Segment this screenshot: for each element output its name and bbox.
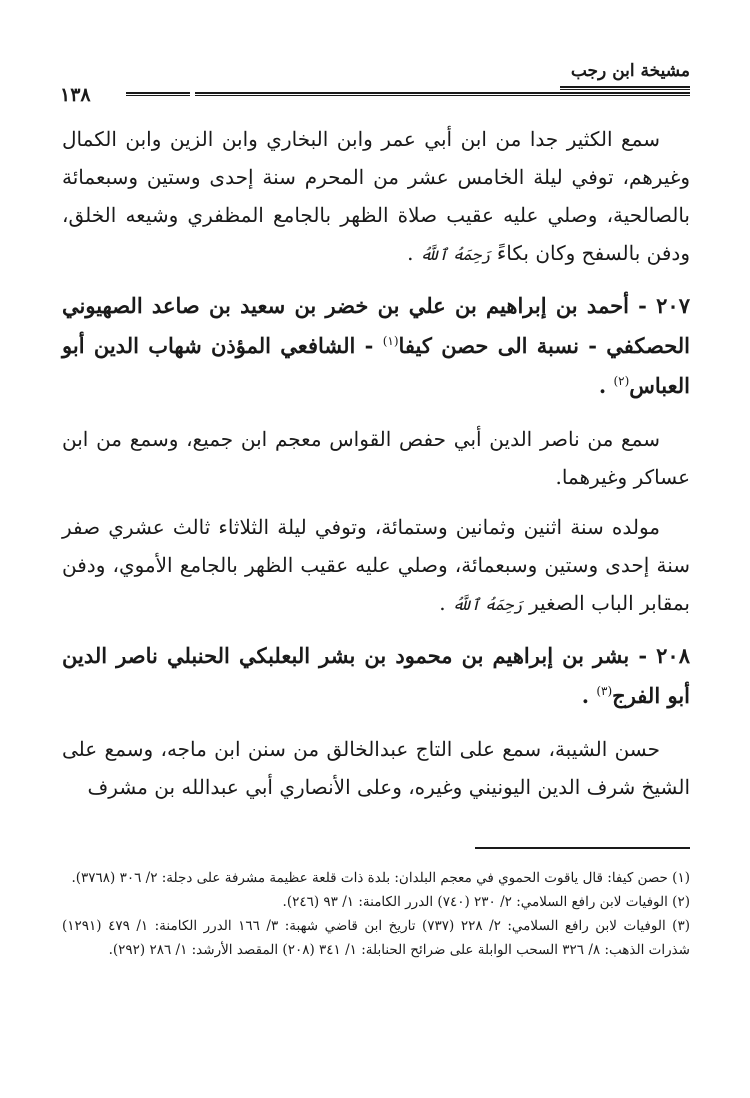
entry-208-text: ٢٠٨ - بشر بن إبراهيم بن محمود بن بشر البعلبكي الحنبلي ناصر الدين أبو الفرج bbox=[62, 643, 690, 708]
page-header bbox=[60, 58, 690, 110]
honorific-mark: رَحِمَهُ ٱللَّهُ bbox=[419, 245, 491, 264]
honorific-mark: رَحِمَهُ ٱللَّهُ bbox=[451, 595, 523, 614]
footnote-ref-3[interactable]: (٣) bbox=[596, 684, 613, 698]
entry-207-text-a: ٢٠٧ - أحمد بن إبراهيم بن علي بن خضر بن سعيد بن صاعد الصهيوني الحصكفي - نسبة الى حصن كيفا bbox=[62, 293, 690, 358]
entry-207-text-b: - الشافعي المؤذن شهاب الدين أبو العباس bbox=[62, 333, 690, 398]
header-rule-long-thin bbox=[195, 95, 690, 96]
paragraph-3: مولده سنة اثنين وثمانين وستمائة، وتوفي ليلة الثلاثاء ثالث عشري صفر سنة إحدى وستين وسبعمائة، وصلي عليه عقيب الظهر بالجامع الأموي، ودفن بمقابر الباب الصغير رَحِمَهُ ٱللَّهُ . bbox=[62, 515, 690, 615]
paragraph-1: سمع الكثير جدا من ابن أبي عمر وابن البخاري وابن الزين وابن الكمال وغيرهم، توفي ليلة الخامس عشر من المحرم سنة إحدى وستين وسبعمائة بالصالحية، وصلي عليه عقيب صلاة الظهر بالجامع المظفري وشيعه الخلق، ودفن بالسفح وكان بكاءً رَحِمَهُ ٱللَّهُ . bbox=[62, 127, 690, 265]
header-rule-thin bbox=[560, 89, 690, 90]
footnotes bbox=[62, 866, 690, 962]
entry-208-heading: ٢٠٨ - بشر بن إبراهيم بن محمود بن بشر البعلبكي الحنبلي ناصر الدين أبو الفرج$^{(٣)}$ . bbox=[62, 643, 690, 708]
header-rule bbox=[560, 86, 690, 88]
page-number-rule-thin bbox=[126, 95, 190, 96]
paragraph-2: سمع من ناصر الدين أبي حفص القواس معجم ابن جميع، وسمع من ابن عساكر وغيرهما. bbox=[62, 427, 690, 489]
footnote-separator bbox=[475, 847, 690, 849]
footnote-ref-2[interactable]: (٢) bbox=[613, 374, 630, 388]
paragraph-3-text: مولده سنة اثنين وثمانين وستمائة، وتوفي ليلة الثلاثاء ثالث عشري صفر سنة إحدى وستين وسبعمائة، وصلي عليه عقيب الظهر بالجامع الأموي، ودفن بمقابر الباب الصغير bbox=[62, 515, 690, 615]
paragraph-1-text: سمع الكثير جدا من ابن أبي عمر وابن البخاري وابن الزين وابن الكمال وغيرهم، توفي ليلة الخامس عشر من المحرم سنة إحدى وستين وسبعمائة بالصالحية، وصلي عليه عقيب صلاة الظهر بالجامع المظفري وشيعه الخلق، ودفن بالسفح وكان بكاءً bbox=[62, 127, 690, 265]
header-rule-long bbox=[195, 92, 690, 94]
footnote-ref-1[interactable]: (١) bbox=[382, 334, 399, 348]
page-number-rule bbox=[126, 92, 190, 94]
page-number: ١٣٨ bbox=[60, 84, 91, 106]
entry-207-heading: ٢٠٧ - أحمد بن إبراهيم بن علي بن خضر بن سعيد بن صاعد الصهيوني الحصكفي - نسبة الى حصن كيفا$^{(١)}$ - الشافعي المؤذن شهاب الدين أبو العباس$^{(٢)}$ . bbox=[62, 293, 690, 398]
footnote-3: (٣) الوفيات لابن رافع السلامي: ٢/ ٢٢٨ (٧٣٧) تاريخ ابن قاضي شهبة: ٣/ ١٦٦ الدرر الكامنة: ١/ ٤٧٩ (١٢٩١) شذرات الذهب: ٨/ ٣٢٦ السحب الوابلة على ضرائح الحنابلة: ١/ ٣٤١ (٢٠٨) المقصد الأرشد: ١/ ٢٨٦ (٢٩٢). bbox=[62, 918, 690, 958]
paragraph-4: حسن الشيبة، سمع على التاج عبدالخالق من سنن ابن ماجه، وسمع على الشيخ شرف الدين اليونيني وغيره، وعلى الأنصاري أبي عبدالله بن مشرف bbox=[62, 737, 690, 799]
footnote-1: (١) حصن كيفا: قال ياقوت الحموي في معجم البلدان: بلدة ذات قلعة عظيمة مشرفة على دجلة: ٢/ ٣٠٦ (٣٧٦٨). bbox=[71, 870, 690, 886]
running-title: مشيخة ابن رجب bbox=[570, 61, 690, 81]
page-body bbox=[62, 120, 690, 818]
footnote-2: (٢) الوفيات لابن رافع السلامي: ٢/ ٢٣٠ (٧٤٠) الدرر الكامنة: ١/ ٩٣ (٢٤٦). bbox=[282, 894, 690, 910]
